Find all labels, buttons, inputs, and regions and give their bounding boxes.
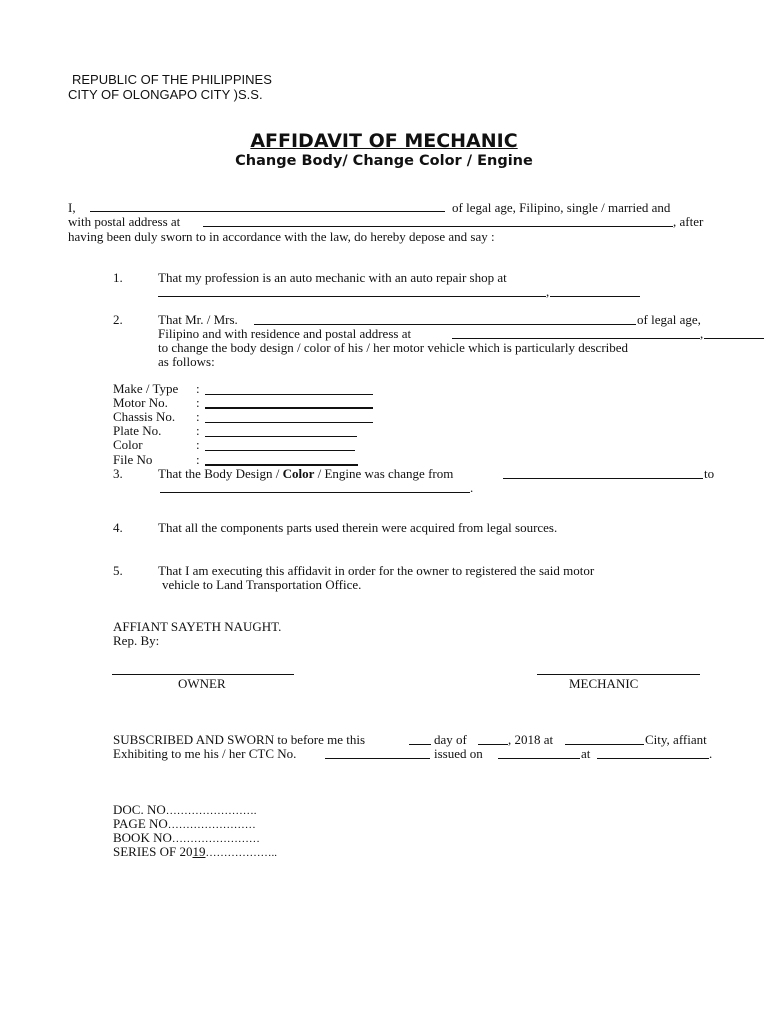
item-2-line3: to change the body design / color of his / her motor vehicle which is particularly described — [158, 340, 629, 355]
item-3-color-bold: Color — [282, 466, 315, 481]
shop-address-blank[interactable] — [158, 296, 546, 297]
doc-no: DOC. NO……………………. — [113, 802, 257, 817]
ctc-no-blank[interactable] — [325, 758, 430, 759]
affiant-sayeth: AFFIANT SAYETH NAUGHT. — [113, 619, 282, 634]
item-3-text: That the Body Design / Color / Engine was change from — [158, 466, 454, 481]
plate-no-blank[interactable] — [205, 436, 357, 437]
item-1-comma: , — [546, 284, 550, 299]
field-colon: : — [196, 437, 200, 452]
postal-address-blank[interactable] — [203, 226, 673, 227]
item-4-text: That all the components parts used therein were acquired from legal sources. — [158, 520, 558, 535]
item-3-number: 3. — [113, 466, 123, 481]
item-2-legal-age: of legal age, — [637, 312, 701, 327]
owner-address-blank[interactable] — [452, 338, 700, 339]
jurat-line2-a: Exhibiting to me his / her CTC No. — [113, 746, 297, 761]
color-blank[interactable] — [205, 450, 355, 451]
header-republic: REPUBLIC OF THE PHILIPPINES — [72, 72, 272, 87]
item-2-line4: as follows: — [158, 354, 215, 369]
intro-after: , after — [673, 214, 704, 229]
shop-address-blank-2[interactable] — [550, 296, 640, 297]
chassis-no-blank[interactable] — [205, 422, 373, 423]
field-make-type-label: Make / Type — [113, 381, 179, 396]
intro-line3: having been duly sworn to in accordance with the law, do hereby depose and say : — [68, 229, 495, 244]
intro-line1-suffix: of legal age, Filipino, single / married and — [452, 200, 671, 215]
jurat-city-blank[interactable] — [565, 744, 644, 745]
field-file-no-label: File No — [113, 452, 153, 467]
document-title: AFFIDAVIT OF MECHANIC — [250, 130, 518, 152]
series-year: 19 — [192, 844, 206, 859]
item-2-line1: That Mr. / Mrs. — [158, 312, 238, 327]
jurat-day-blank[interactable] — [409, 744, 431, 745]
item-3-to: to — [704, 466, 715, 481]
jurat-month-blank[interactable] — [478, 744, 508, 745]
item-2-number: 2. — [113, 312, 123, 327]
field-chassis-no-label: Chassis No. — [113, 409, 176, 424]
change-to-blank[interactable] — [160, 492, 470, 493]
book-no: BOOK NO…………………… — [113, 830, 260, 845]
issued-at-blank[interactable] — [597, 758, 709, 759]
field-colon: : — [196, 381, 200, 396]
field-plate-no-label: Plate No. — [113, 423, 162, 438]
motor-no-blank[interactable] — [205, 407, 373, 409]
owner-signature-line[interactable] — [112, 674, 294, 675]
owner-label: OWNER — [178, 676, 226, 691]
jurat-line2-b: issued on — [434, 746, 483, 761]
jurat-line1-c: , 2018 at — [508, 732, 554, 747]
change-from-blank[interactable] — [503, 478, 703, 479]
make-type-blank[interactable] — [205, 394, 373, 395]
jurat-line1-a: SUBSCRIBED AND SWORN to before me this — [113, 732, 366, 747]
intro-i: I, — [68, 200, 76, 215]
field-color-label: Color — [113, 437, 143, 452]
item-4-number: 4. — [113, 520, 123, 535]
jurat-line2-c: at — [581, 746, 591, 761]
owner-address-blank-2[interactable] — [704, 338, 764, 339]
mechanic-signature-line[interactable] — [537, 674, 700, 675]
jurat-line1-d: City, affiant — [645, 732, 707, 747]
series-of: SERIES OF 2019……………….. — [113, 844, 277, 859]
owner-name-blank[interactable] — [254, 324, 636, 325]
item-3-period: . — [470, 480, 474, 495]
item-5-number: 5. — [113, 563, 123, 578]
field-colon: : — [196, 423, 200, 438]
page-no: PAGE NO…………………… — [113, 816, 256, 831]
jurat-line2-d: . — [709, 746, 713, 761]
jurat-line1-b: day of — [434, 732, 467, 747]
field-colon: : — [196, 395, 200, 410]
rep-by: Rep. By: — [113, 633, 160, 648]
issued-on-blank[interactable] — [498, 758, 580, 759]
field-colon: : — [196, 409, 200, 424]
item-1-number: 1. — [113, 270, 123, 285]
item-2-line2: Filipino and with residence and postal address at — [158, 326, 412, 341]
item-2-comma: , — [700, 326, 704, 341]
field-motor-no-label: Motor No. — [113, 395, 168, 410]
document-subtitle: Change Body/ Change Color / Engine — [235, 153, 533, 169]
name-blank[interactable] — [90, 211, 445, 212]
item-1-text: That my profession is an auto mechanic with an auto repair shop at — [158, 270, 507, 285]
intro-address-label: with postal address at — [68, 214, 181, 229]
field-colon: : — [196, 452, 200, 467]
mechanic-label: MECHANIC — [569, 676, 639, 691]
header-city: CITY OF OLONGAPO CITY )S.S. — [68, 87, 263, 102]
item-5-line2: vehicle to Land Transportation Office. — [162, 577, 362, 592]
item-5-line1: That I am executing this affidavit in order for the owner to registered the said motor — [158, 563, 595, 578]
